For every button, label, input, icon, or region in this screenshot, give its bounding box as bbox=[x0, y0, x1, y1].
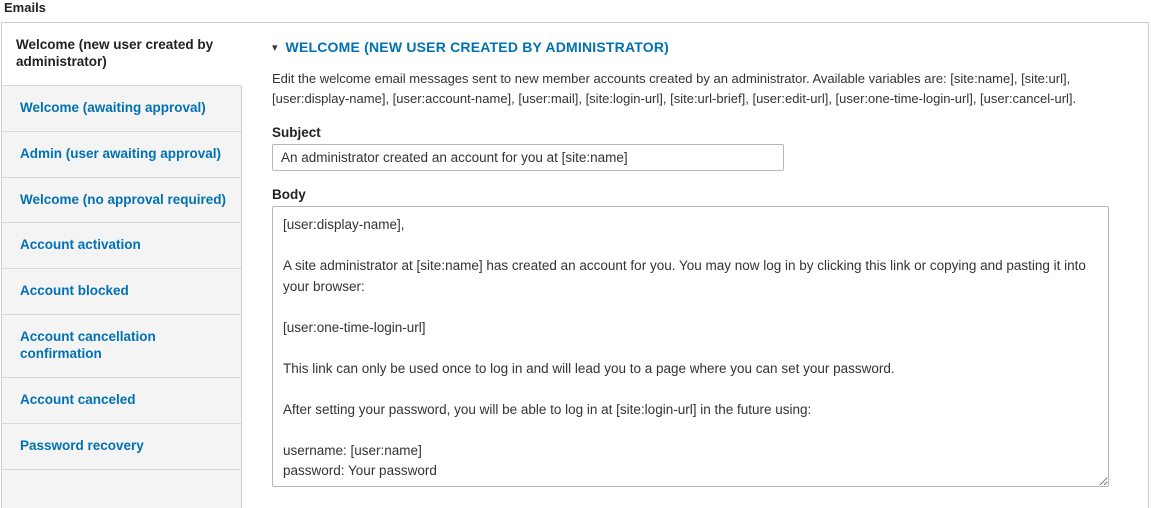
content-header bbox=[272, 39, 1126, 56]
subject-input[interactable] bbox=[272, 144, 784, 171]
chevron-down-icon[interactable]: ▾ bbox=[272, 42, 278, 54]
tab-admin-user-awaiting-approval[interactable] bbox=[2, 132, 241, 178]
tab-content-pane bbox=[242, 23, 1148, 508]
tab-label: Admin (user awaiting approval) bbox=[20, 145, 222, 161]
subject-label: Subject bbox=[272, 125, 321, 141]
body-textarea[interactable] bbox=[272, 206, 1109, 487]
tab-password-recovery[interactable] bbox=[2, 424, 241, 470]
tab-label: Account cancellation confirmation bbox=[20, 329, 156, 361]
body-label: Body bbox=[272, 187, 306, 203]
tab-account-canceled[interactable] bbox=[2, 378, 241, 424]
tab-label: Password recovery bbox=[20, 437, 144, 453]
tab-welcome-new-user-created-by-administrator[interactable] bbox=[2, 23, 242, 86]
tab-label: Account blocked bbox=[20, 283, 129, 299]
tab-label: Account activation bbox=[20, 237, 141, 253]
tab-label: Welcome (awaiting approval) bbox=[20, 99, 206, 115]
vertical-tabs-list bbox=[2, 23, 242, 508]
tab-label: Welcome (no approval required) bbox=[20, 191, 227, 207]
vertical-tabs-panel bbox=[1, 22, 1149, 508]
content-description: Edit the welcome email messages sent to new member accounts created by an administrator. Available variables are: [site:name], [site:url], [user:display-name], [user:account-name], [user:mail], [site:login-url], [site:url-brief], [user:edit-url], [user:one-time-login-url], [user:cancel-url]. bbox=[272, 71, 1077, 107]
tab-account-cancellation-confirmation[interactable] bbox=[2, 315, 241, 378]
tab-account-blocked[interactable] bbox=[2, 269, 241, 315]
page-title: Emails bbox=[4, 0, 46, 15]
tab-welcome-no-approval-required[interactable] bbox=[2, 178, 241, 224]
tab-label: Welcome (new user created by administrator) bbox=[16, 37, 214, 69]
tab-label: Account canceled bbox=[20, 391, 136, 407]
tab-welcome-awaiting-approval[interactable] bbox=[2, 86, 241, 132]
content-title: WELCOME (NEW USER CREATED BY ADMINISTRATOR) bbox=[285, 39, 670, 55]
tab-account-activation[interactable] bbox=[2, 223, 241, 269]
